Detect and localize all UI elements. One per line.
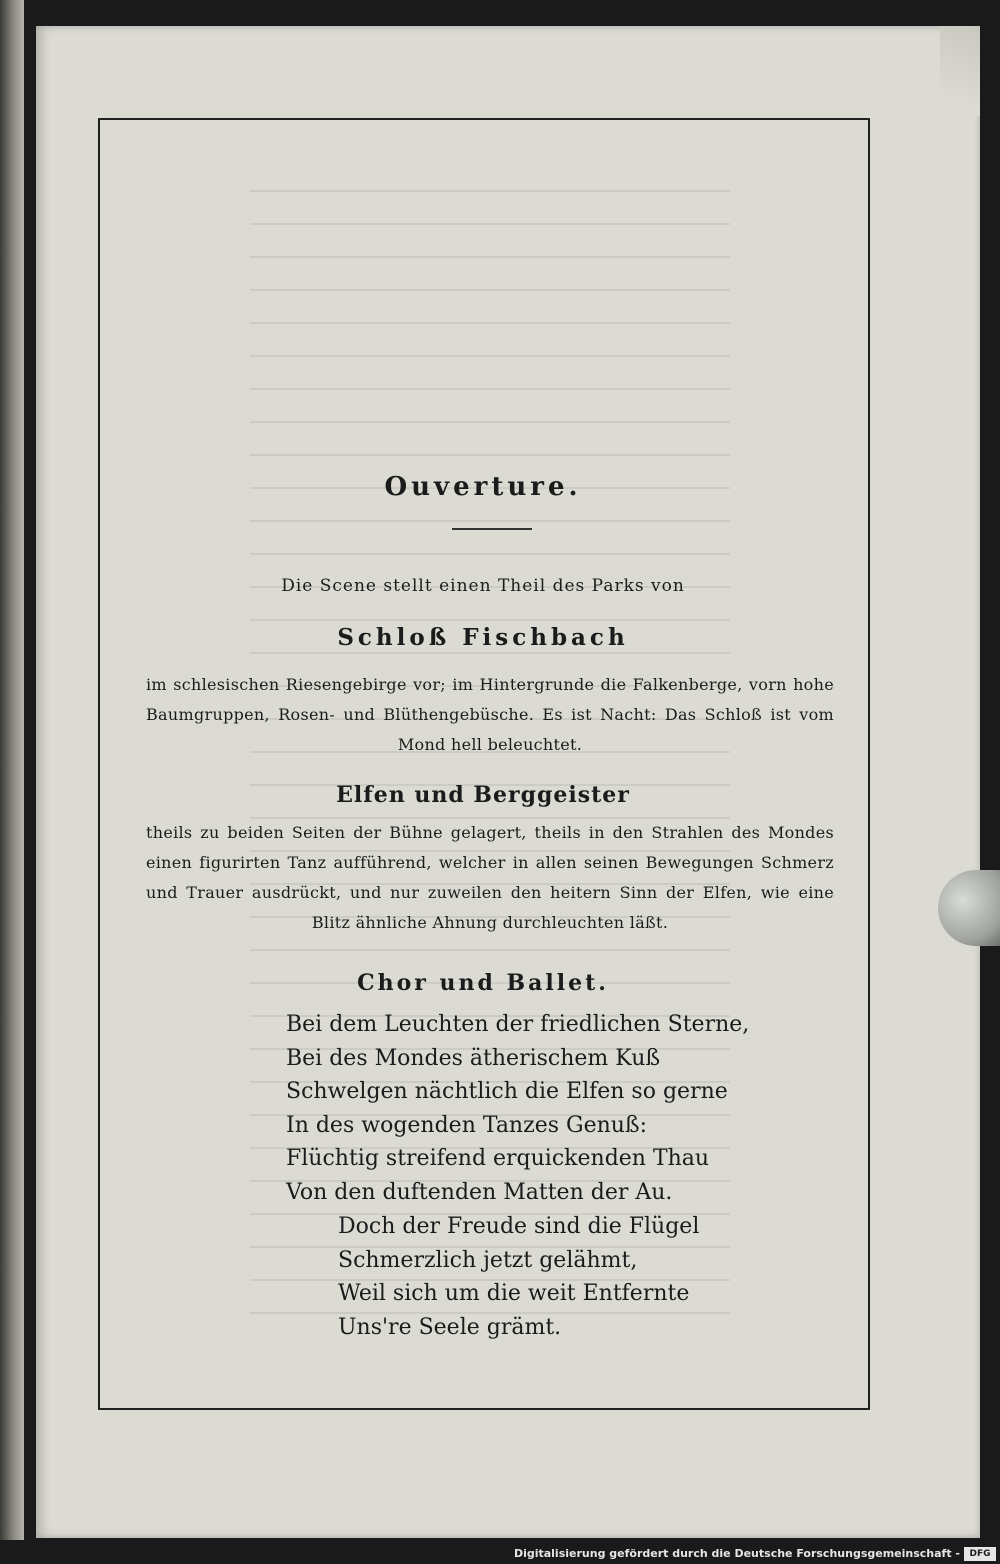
castle-name: Schloß Fischbach — [337, 624, 629, 651]
verse-line: Bei dem Leuchten der friedlichen Sterne, — [286, 1012, 750, 1037]
setting-paragraph: im schlesischen Riesengebirge vor; im Hintergrunde die Falkenberge, vorn hohe Baumgruppen, Rosen- und Blüthengebüsche. Es ist Nacht: Das Schloß ist vom Mond hell beleuchtet. — [146, 675, 834, 754]
verse-line: Schmerzlich jetzt gelähmt, — [338, 1247, 638, 1273]
verse-line: Doch der Freude sind die Flügel — [338, 1214, 700, 1239]
dfg-logo: DFG — [964, 1547, 996, 1561]
stanza-2 — [338, 1210, 699, 1344]
elves-heading: Elfen und Berggeister — [336, 782, 630, 808]
verse-line: Schwelgen nächtlich die Elfen so gerne — [286, 1079, 728, 1104]
verse-line: Bei des Mondes ätherischem Kuß — [286, 1045, 661, 1071]
verse-line: Weil sich um die weit Entfernte — [338, 1281, 690, 1306]
digitization-credit: Digitalisierung gefördert durch die Deutsche Forschungsgemeinschaft - — [513, 1547, 960, 1560]
verse-line: Flüchtig streifend erquickenden Thau — [286, 1146, 710, 1171]
scene-intro: Die Scene stellt einen Theil des Parks von — [281, 576, 685, 596]
verse-line: Uns're Seele grämt. — [338, 1314, 562, 1340]
choir-heading: Chor und Ballet. — [357, 970, 609, 996]
facing-page-edge — [0, 0, 24, 1540]
page-corner-wear — [940, 26, 980, 116]
elves-paragraph: theils zu beiden Seiten der Bühne gelagert, theils in den Strahlen des Mondes einen figurirten Tanz aufführend, welcher in allen seinen Bewegungen Schmerz und Trauer ausdrückt, und nur zuweilen den heitern Sinn der Elfen, wie eine Blitz ähnliche Ahnung durchleuchten läßt. — [146, 823, 834, 932]
title-rule — [452, 528, 532, 530]
verse-line: In des wogenden Tanzes Genuß: — [286, 1112, 648, 1138]
verse-line: Von den duftenden Matten der Au. — [286, 1179, 673, 1205]
page-title: Ouverture. — [384, 472, 582, 502]
stanza-1 — [286, 1008, 749, 1209]
